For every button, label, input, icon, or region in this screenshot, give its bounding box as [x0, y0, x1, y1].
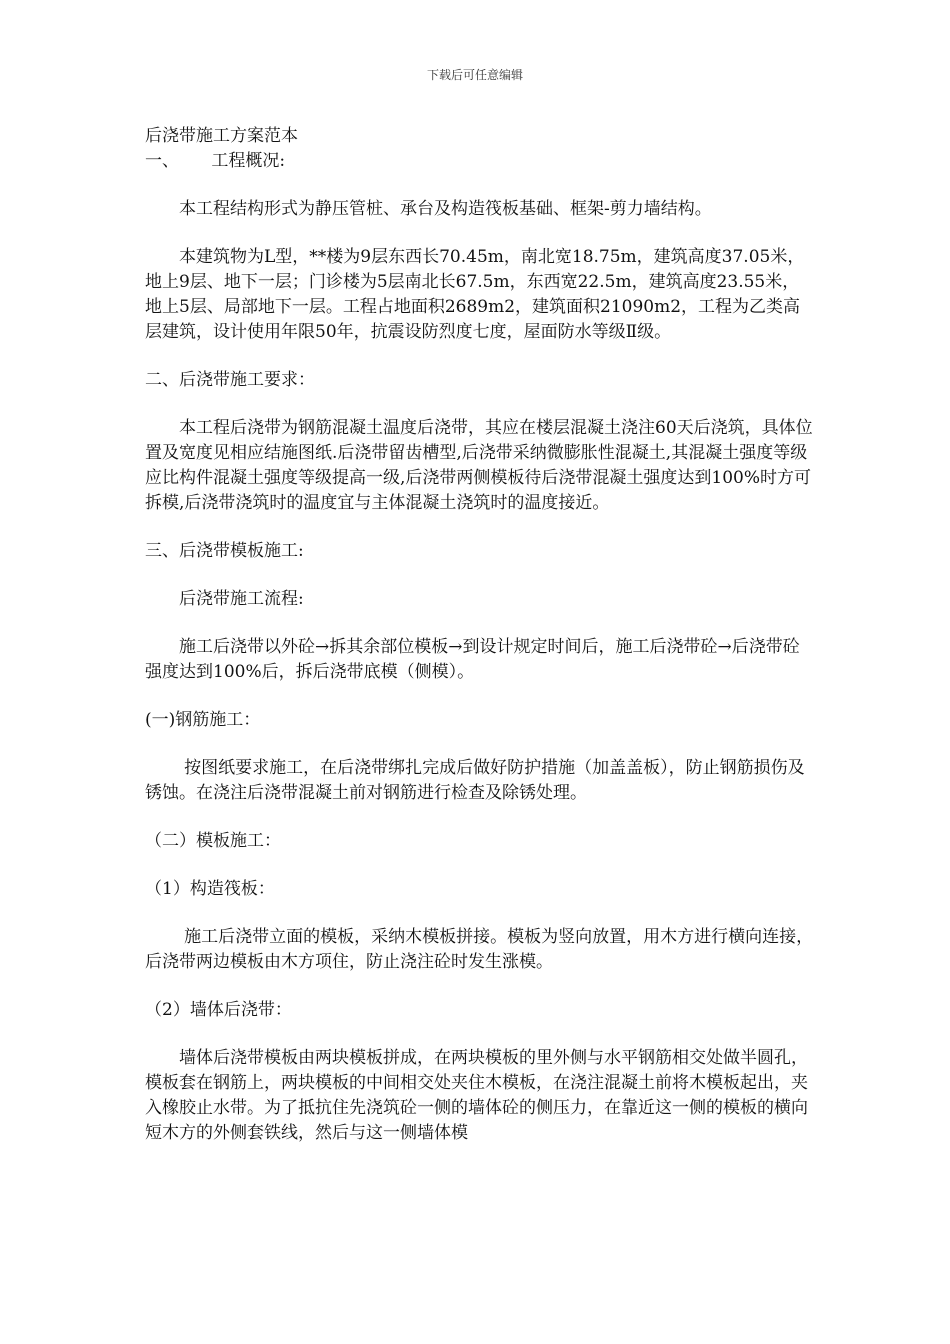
wall-text: 墙体后浇带模板由两块模板拼成，在两块模板的里外侧与水平钢筋相交处做半圆孔，模板套在钢筋上，两块模板的中间相交处夹住木模板，在浇注混凝土前将木模板起出，夹入橡胶止水带。为了抵抗住先浇筑砼一侧的墙体砼的侧压力，在靠近这一侧的模板的横向短木方的外侧套铁线，然后与这一侧墙体模: [145, 1048, 808, 1143]
section-2-paragraph-1: 本工程后浇带为钢筋混凝土温度后浇带，其应在楼层混凝土浇注60天后浇筑，具体位置及宽度见相应结施图纸.后浇带留齿槽型,后浇带采纳微膨胀性混凝土,其混凝土强度等级应比构件混凝土强度等级提高一级,后浇带两侧模板待后浇带混凝土强度达到100%时方可拆模,后浇带浇筑时的温度宜与主体混凝土浇筑时的温度接近。: [145, 418, 813, 513]
section-3-heading: 三、后浇带模板施工:: [145, 541, 304, 561]
formwork-heading: （二）模板施工：: [145, 831, 281, 851]
raft-text: 施工后浇带立面的模板，采纳木模板拼接。模板为竖向放置，用木方进行横向连接，后浇带两边模板由木方项住，防止浇注砼时发生涨模。: [145, 927, 814, 972]
section-1-paragraph-2: 本建筑物为L型，**楼为9层东西长70.45m，南北宽18.75m，建筑高度37.05米，地上9层、地下一层；门诊楼为5层南北长67.5m，东西宽22.5m，建筑高度23.55米，地上5层、局部地下一层。工程占地面积2689m2，建筑面积21090m2，工程为乙类高层建筑，设计使用年限50年，抗震设防烈度七度，屋面防水等级Ⅱ级。: [145, 247, 805, 342]
section-1-paragraph-1: 本工程结构形式为静压管桩、承台及构造筏板基础、框架-剪力墙结构。: [179, 199, 712, 219]
wall-heading: （2）墙体后浇带：: [145, 1000, 292, 1020]
rebar-text: 按图纸要求施工，在后浇带绑扎完成后做好防护措施（加盖盖板），防止钢筋损伤及锈蚀。在浇注后浇带混凝土前对钢筋进行检查及除锈处理。: [145, 758, 805, 803]
document-title: 后浇带施工方案范本: [145, 126, 298, 146]
flow-title: 后浇带施工流程:: [179, 589, 304, 609]
flow-text: 施工后浇带以外砼→拆其余部位模板→到设计规定时间后，施工后浇带砼→后浇带砼强度达到100%后，拆后浇带底模（侧模）。: [145, 637, 800, 682]
raft-heading: （1）构造筏板：: [145, 879, 275, 899]
page-header-note: 下载后可任意编辑: [426, 68, 523, 82]
document-body: [145, 124, 815, 1146]
rebar-heading: (一)钢筋施工：: [145, 710, 261, 730]
section-2-heading: 二、后浇带施工要求：: [145, 370, 315, 390]
section-1-heading: 一、 工程概况:: [145, 151, 286, 171]
